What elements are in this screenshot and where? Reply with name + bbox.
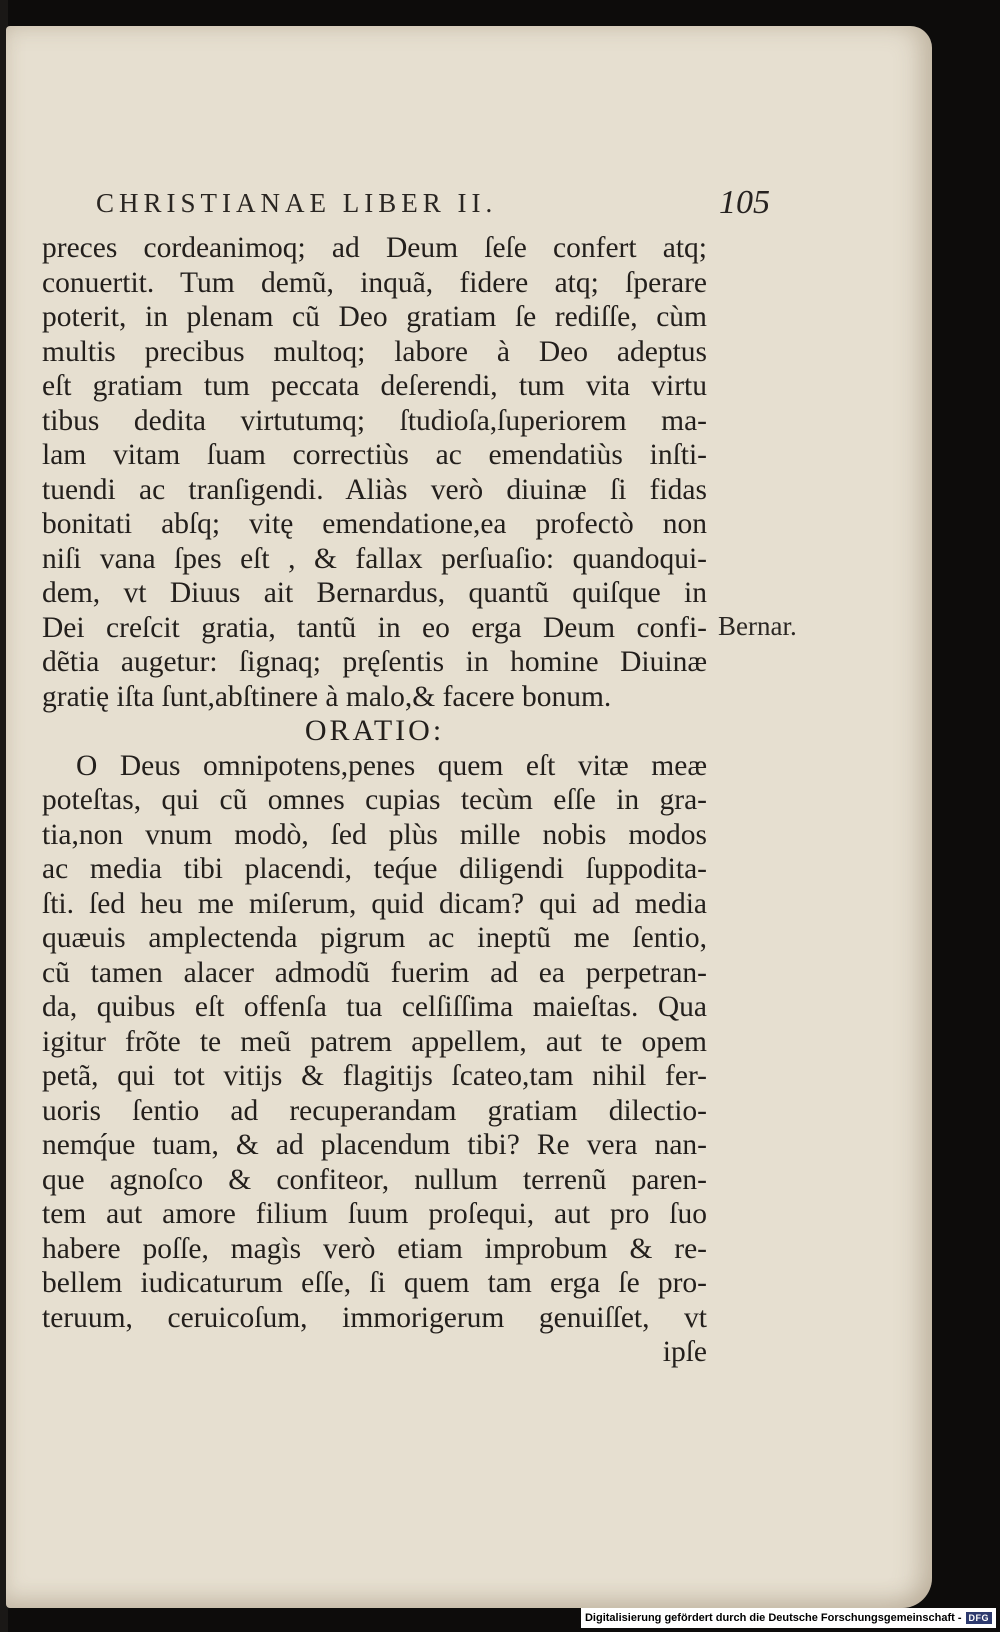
text-line: igitur frõte te meũ patrem appellem, aut te opem bbox=[42, 1025, 707, 1058]
text-line: lam vitam ſuam correctiùs ac emendatiùs inſti- bbox=[42, 439, 707, 471]
dfg-logo: DFG bbox=[966, 1612, 993, 1624]
text-line: bellem iudicaturum eſſe, ſi quem tam erga ſe pro- bbox=[42, 1267, 707, 1299]
text-block bbox=[42, 231, 707, 1370]
credit-text: Digitalisierung gefördert durch die Deutsche Forschungsgemeinschaft - bbox=[584, 1612, 962, 1624]
text-line: eſt gratiam tum peccata deſerendi, tum vita virtu bbox=[42, 370, 707, 402]
text-line: habere poſſe, magìs verò etiam improbum & re- bbox=[42, 1232, 707, 1265]
section-heading: ORATIO: bbox=[304, 714, 445, 747]
text-line: tuendi ac tranſigendi. Aliàs verò diuinæ ſi fidas bbox=[42, 473, 707, 506]
text-line: dem, vt Diuus ait Bernardus, quantũ quiſque in bbox=[42, 577, 707, 609]
text-line: teruum, ceruicoſum, immorigerum genuiſſet, vt bbox=[42, 1301, 707, 1334]
page-number: 105 bbox=[719, 184, 770, 221]
text-line: ſti. ſed heu me miſerum, quid dicam? qui ad media bbox=[42, 887, 707, 920]
text-line: poteſtas, qui cũ omnes cupias tecùm eſſe in gra- bbox=[42, 784, 707, 816]
text-line: tem aut amore filium ſuum proſequi, aut pro ſuo bbox=[42, 1198, 707, 1230]
text-line: quæuis amplectenda pigrum ac ineptũ me ſentio, bbox=[42, 922, 707, 954]
running-head: CHRISTIANAE LIBER II. bbox=[96, 188, 498, 218]
text-line: nemq́ue tuam, & ad placendum tibi? Re vera nan- bbox=[42, 1129, 707, 1161]
text-line: bonitati abſq; vitę emendatione,ea profectò non bbox=[42, 508, 707, 540]
text-line: preces cordeanimoq; ad Deum ſeſe confert atq; bbox=[42, 232, 707, 264]
text-line: dẽtia augetur: ſignaq; pręſentis in homine Diuinæ bbox=[42, 646, 707, 678]
marginal-note: Bernar. bbox=[718, 611, 797, 641]
book-page bbox=[6, 26, 932, 1608]
text-line: O Deus omnipotens,penes quem eſt vitæ meæ bbox=[76, 749, 707, 782]
text-line: poterit, in plenam cũ Deo gratiam ſe rediſſe, cùm bbox=[42, 301, 707, 333]
text-line: tibus dedita virtutumq; ſtudioſa,ſuperiorem ma- bbox=[42, 404, 707, 437]
text-line: petã, qui tot vitijs & flagitijs ſcateo,tam nihil fer- bbox=[42, 1060, 707, 1092]
text-line: ac media tibi placendi, teq́ue diligendi ſuppodita- bbox=[42, 853, 707, 885]
catchword: ipſe bbox=[662, 1336, 707, 1368]
text-line: tia,non vnum modò, ſed plùs mille nobis modos bbox=[42, 818, 707, 851]
text-line: Dei creſcit gratia, tantũ in eo erga Deum confi- bbox=[42, 611, 707, 644]
text-line: niſi vana ſpes eſt , & fallax perſuaſio: quandoqui- bbox=[42, 542, 707, 575]
text-line: multis precibus multoq; labore à Deo adeptus bbox=[42, 335, 707, 368]
text-line: uoris ſentio ad recuperandam gratiam dilectio- bbox=[42, 1094, 707, 1127]
digitization-credit bbox=[581, 1608, 996, 1628]
text-line: gratię iſta ſunt,abſtinere à malo,& facere bonum. bbox=[42, 680, 612, 713]
text-line: conuertit. Tum demũ, inquã, fidere atq; ſperare bbox=[42, 266, 707, 299]
text-line: da, quibus eſt offenſa tua celſiſſima maieſtas. Qua bbox=[42, 991, 707, 1023]
text-line: que agnoſco & confiteor, nullum terrenũ paren- bbox=[42, 1163, 707, 1196]
text-line: cũ tamen alacer admodũ fuerim ad ea perpetran- bbox=[42, 956, 707, 989]
